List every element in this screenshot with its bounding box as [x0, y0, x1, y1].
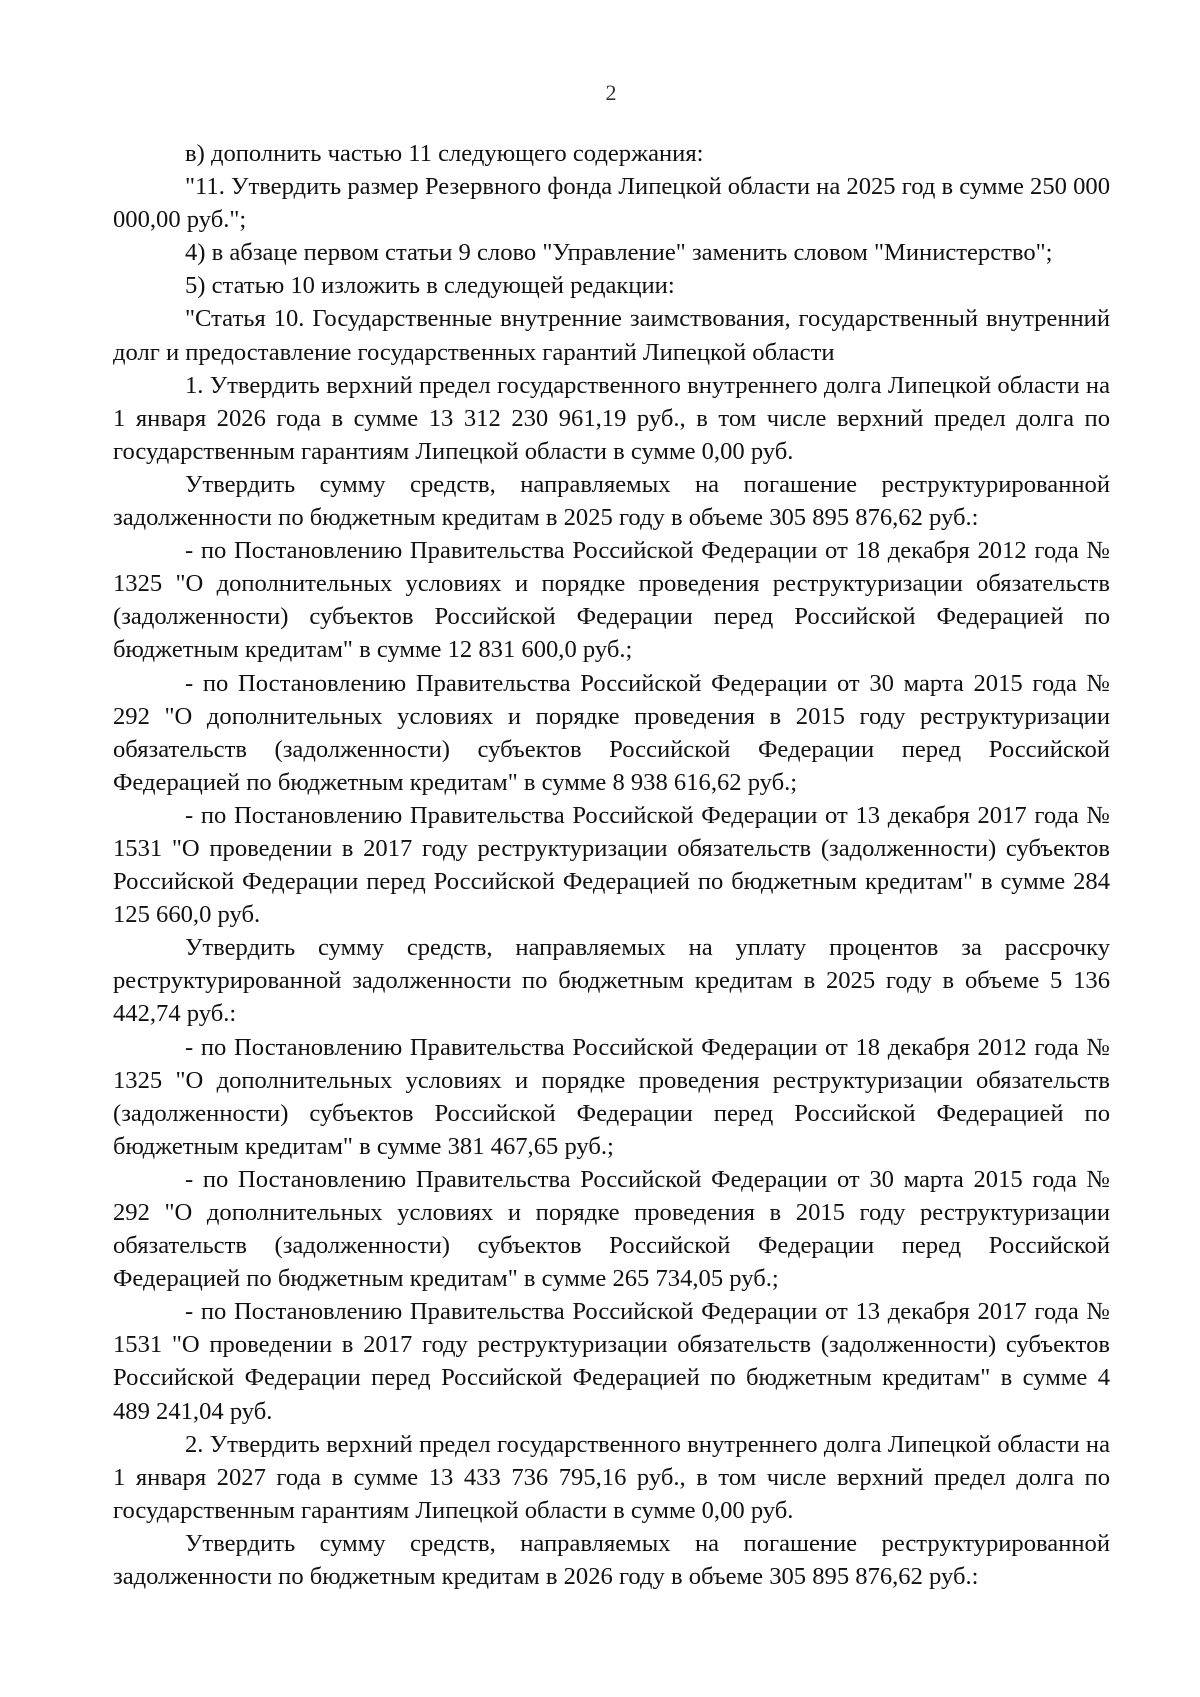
paragraph: - по Постановлению Правительства Российской Федерации от 30 марта 2015 года № 292 "О дополнительных условиях и порядке проведения в 2015 году реструктуризации обязательств (задолженности) субъектов Российской Федерации перед Российской Федерацией по бюджетным кредитам" в сумме 265 734,05 руб.;: [113, 1165, 1110, 1293]
document-body: [113, 137, 1110, 1593]
paragraph: Утвердить сумму средств, направляемых на погашение реструктурированной задолженности по бюджетным кредитам в 2025 году в объеме 305 895 876,62 руб.:: [113, 470, 1110, 532]
paragraph: 5) статью 10 изложить в следующей редакции:: [185, 272, 675, 300]
paragraph: Утвердить сумму средств, направляемых на уплату процентов за рассрочку реструктурированной задолженности по бюджетным кредитам в 2025 году в объеме 5 136 442,74 руб.:: [113, 934, 1110, 1028]
paragraph: 4) в абзаце первом статьи 9 слово "Управление" заменить словом "Министерство";: [185, 239, 1053, 267]
paragraph: в) дополнить частью 11 следующего содержания:: [185, 140, 704, 167]
paragraph: - по Постановлению Правительства Российской Федерации от 13 декабря 2017 года № 1531 "О проведении в 2017 году реструктуризации обязательств (задолженности) субъектов Российской Федерации перед Российской Федерацией по бюджетным кредитам" в сумме 4 489 241,04 руб.: [113, 1298, 1110, 1425]
paragraph: 1. Утвердить верхний предел государственного внутреннего долга Липецкой области на 1 января 2026 года в сумме 13 312 230 961,19 руб., в том числе верхний предел долга по государственным гарантиям Липецкой области в сумме 0,00 руб.: [113, 371, 1110, 465]
paragraph: 2. Утвердить верхний предел государственного внутреннего долга Липецкой области на 1 января 2027 года в сумме 13 433 736 795,16 руб., в том числе верхний предел долга по государственным гарантиям Липецкой области в сумме 0,00 руб.: [113, 1430, 1110, 1524]
paragraph: "Статья 10. Государственные внутренние заимствования, государственный внутренний долг и предоставление государственных гарантий Липецкой области: [113, 305, 1110, 366]
paragraph: - по Постановлению Правительства Российской Федерации от 18 декабря 2012 года № 1325 "О дополнительных условиях и порядке проведения реструктуризации обязательств (задолженности) субъектов Российской Федерации перед Российской Федерацией по бюджетным кредитам" в сумме 381 467,65 руб.;: [113, 1033, 1110, 1160]
paragraph: - по Постановлению Правительства Российской Федерации от 18 декабря 2012 года № 1325 "О дополнительных условиях и порядке проведения реструктуризации обязательств (задолженности) субъектов Российской Федерации перед Российской Федерацией по бюджетным кредитам" в сумме 12 831 600,0 руб.;: [113, 537, 1110, 664]
paragraph: Утвердить сумму средств, направляемых на погашение реструктурированной задолженности по бюджетным кредитам в 2026 году в объеме 305 895 876,62 руб.:: [113, 1529, 1110, 1591]
paragraph: - по Постановлению Правительства Российской Федерации от 30 марта 2015 года № 292 "О дополнительных условиях и порядке проведения в 2015 году реструктуризации обязательств (задолженности) субъектов Российской Федерации перед Российской Федерацией по бюджетным кредитам" в сумме 8 938 616,62 руб.;: [113, 669, 1110, 796]
paragraph: "11. Утвердить размер Резервного фонда Липецкой области на 2025 год в сумме 250 000 000,00 руб.";: [113, 173, 1110, 234]
paragraph: - по Постановлению Правительства Российской Федерации от 13 декабря 2017 года № 1531 "О проведении в 2017 году реструктуризации обязательств (задолженности) субъектов Российской Федерации перед Российской Федерацией по бюджетным кредитам" в сумме 284 125 660,0 руб.: [113, 801, 1110, 929]
page-number: 2: [605, 80, 617, 105]
